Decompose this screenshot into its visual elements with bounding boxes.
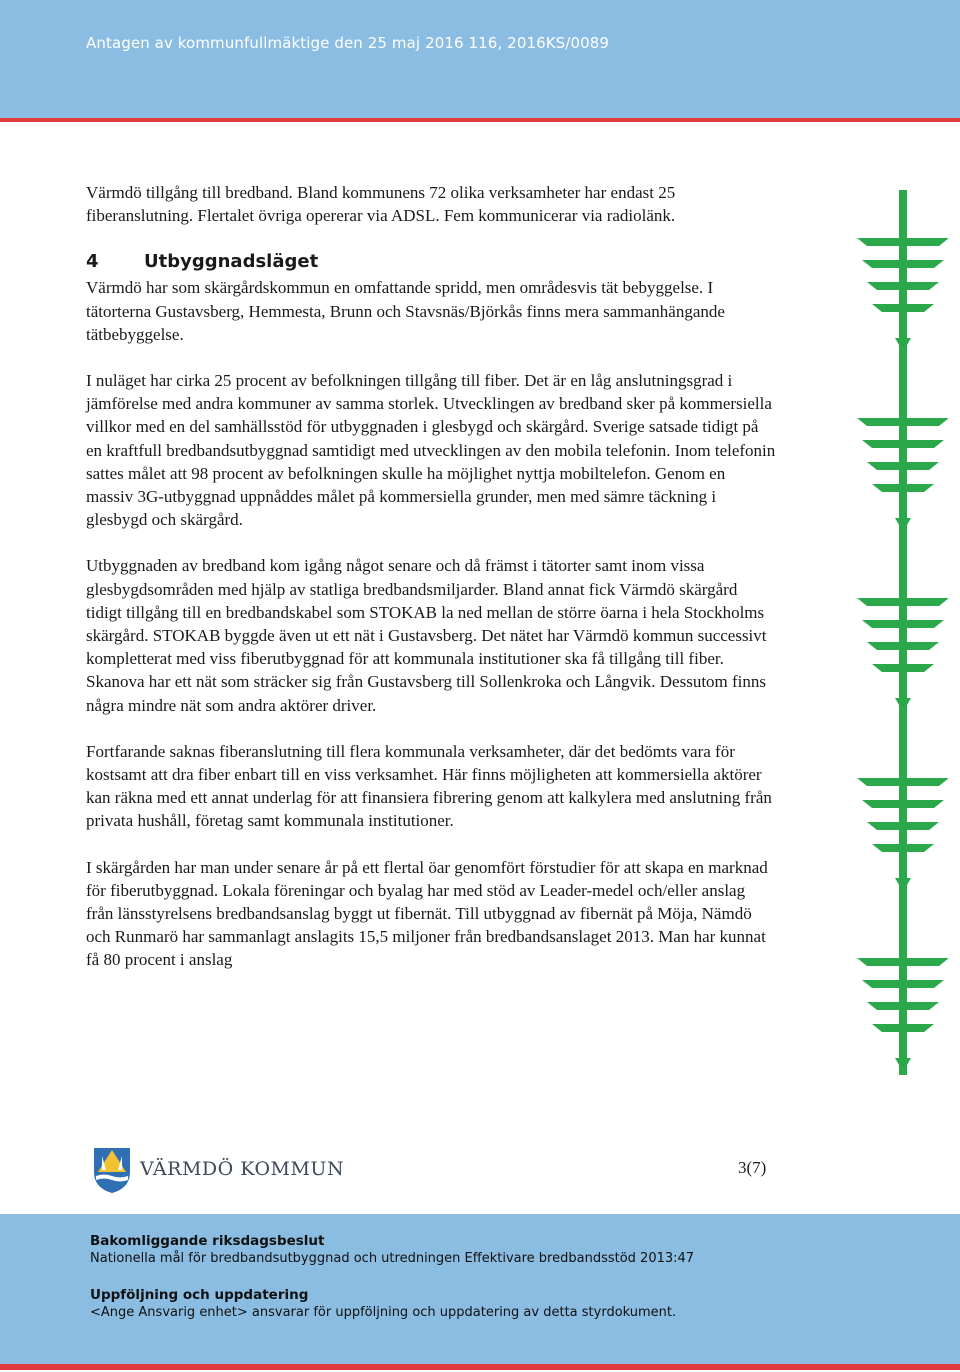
footer-legislation-title: Bakomliggande riksdagsbeslut [90,1233,325,1249]
tree-branch [872,304,934,312]
tree-branch [867,462,939,470]
footer-section-legislation [90,1232,694,1268]
footer-section-followup [90,1286,676,1322]
tree-branch [867,642,939,650]
paragraph-5: I skärgården har man under senare år på ett flertal öar genomfört förstudier för att skapa en marknad för fiberutbyggnad. Lokala föreningar och byalag har med stöd av Leader-medel och/eller anslag från länsstyrelsens bredbandsanslag byggt ut fibernät. Till utbyggnad av fibernät på Möja, Nämdö och Runmarö har sammanlagt anslagits 15,5 miljoner från bredbandsanslaget 2013. Man har kunnat få 80 procent i anslag [86,857,768,970]
municipality-logo [92,1146,352,1196]
footer-followup-text: <Ange Ansvarig enhet> ansvarar för uppföljning och uppdatering av detta styrdokument. [90,1305,677,1320]
tree-decoration-icon [848,190,948,1075]
document-body [86,181,776,995]
tree-branch [872,844,934,852]
tree-branch [867,822,939,830]
tree-branch [862,260,944,268]
paragraph-2: I nuläget har cirka 25 procent av befolkningen tillgång till fiber. Det är en låg anslutningsgrad i jämförelse med andra kommuner av samma storlek. Utvecklingen av bredband sker på kommersiella villkor med en del samhällsstöd för utbyggnaden i glesbygd och skärgård. Sverige satsade tidigt på en kraftfull bredbandsutbyggnad samtidigt med utvecklingen av den mobila telefonin. Inom telefonin sattes målet att 98 procent av befolkningen skulle ha möjlighet nyttja mobiltelefon. Genom en massiv 3G-utbyggnad uppnåddes målet på kommersiella grunder, men med sämre täckning i glesbygd och skärgård. [86,371,776,530]
tree-branch [862,440,944,448]
tree-branch [857,598,948,606]
tree-branch [857,418,948,426]
tree-tip [895,518,911,532]
page-number: 3(7) [738,1158,767,1177]
tree-branch [867,1002,939,1010]
header-band [0,0,960,122]
tree-branch [857,958,948,966]
tree-branch [857,238,948,246]
tree-branch [862,980,944,988]
tree-branch [872,664,934,672]
logo-text: VÄRMDÖ KOMMUN [140,1158,345,1180]
coat-of-arms-icon [92,1146,132,1194]
paragraph-3: Utbyggnaden av bredband kom igång något senare och då främst i tätorter samt inom vissa glesbygdsområden med hjälp av statliga bredbandsmiljarder. Bland annat fick Värmdö skärgård tidigt tillgång till en bredbandskabel som STOKAB la ned mellan de större öarna i hela Stockholms skärgård. STOKAB byggde även ut ett nät i Gustavsberg. Det nätet har Värmdö kommun successivt kompletterat med viss fiberutbyggnad för att kommunala institutioner ska få tillgång till fiber. Skanova har ett nät som sträcker sig från Gustavsberg till Sollenkroka och Långvik. Dessutom finns några mindre nät som andra aktörer driver. [86,556,767,715]
header-title: Antagen av kommunfullmäktige den 25 maj 2016 116, 2016KS/0089 [86,34,610,52]
tree-branch [867,282,939,290]
tree-branch [862,800,944,808]
section-heading [86,250,776,274]
tree-tip [895,1058,911,1072]
tree-tip [895,338,911,352]
footer-followup-title: Uppföljning och uppdatering [90,1287,309,1303]
section-title: Utbyggnadsläget [144,251,319,273]
tree-tip [895,698,911,712]
tree-branch [872,484,934,492]
tree-tip [895,878,911,892]
paragraph-4: Fortfarande saknas fiberanslutning till flera kommunala verksamheter, där det bedömts vara för kostsamt att dra fiber enbart till en viss verksamhet. Här finns möjligheten att kommersiella aktörer kan räkna med ett annat underlag för att finansiera fibrering genom att kalkylera med anslutning från privata hushåll, företag samt kommunala institutioner. [86,741,772,831]
tree-branch [862,620,944,628]
section-number: 4 [86,251,99,273]
intro-paragraph: Värmdö tillgång till bredband. Bland kommunens 72 olika verksamheter har endast 25 fiberanslutning. Flertalet övriga opererar via ADSL. Fem kommunicerar via radiolänk. [86,183,676,226]
tree-trunk [899,190,907,1075]
footer-band [0,1214,960,1370]
tree-branch [872,1024,934,1032]
tree-branch [857,778,948,786]
paragraph-1: Värmdö har som skärgårdskommun en omfattande spridd, men områdesvis tät bebyggelse. I tätorterna Gustavsberg, Hemmesta, Brunn och Stavsnäs/Björkås finns mera sammanhängande tätbebyggelse. [86,278,725,344]
footer-legislation-text: Nationella mål för bredbandsutbyggnad och utredningen Effektivare bredbandsstöd 2013:47 [90,1251,695,1266]
